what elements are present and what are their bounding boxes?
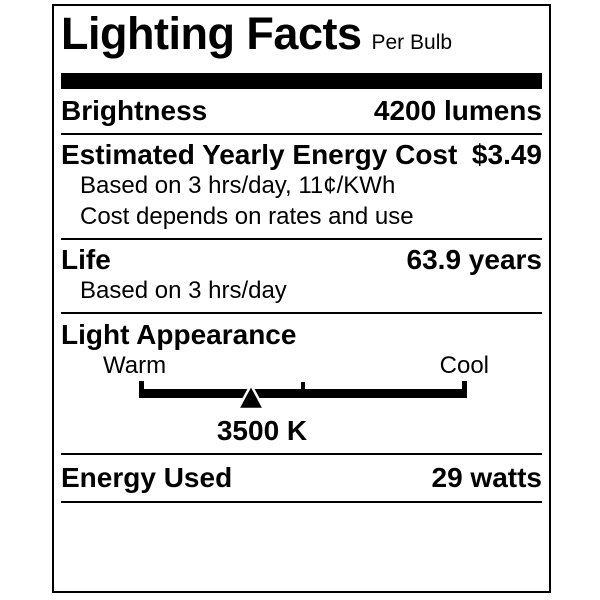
energy-cost-label: Estimated Yearly Energy Cost (61, 139, 458, 170)
warm-label: Warm (103, 352, 167, 379)
lighting-facts-label (52, 4, 551, 593)
color-temperature-scale-graphic (61, 381, 542, 415)
kelvin-value: 3500 K (216, 415, 308, 446)
color-temperature-scale (61, 381, 542, 415)
cool-label: Cool (439, 352, 489, 379)
label-subtitle: Per Bulb (371, 31, 453, 54)
energy-cost-section (61, 135, 542, 240)
brightness-row (61, 89, 542, 135)
light-appearance-label: Light Appearance (61, 319, 297, 350)
life-row (61, 245, 542, 275)
scale-left-end-tick (139, 381, 144, 398)
heavy-divider-bar (61, 73, 542, 89)
scale-middle-tick (301, 382, 305, 398)
energy-used-value: 29 watts (431, 462, 542, 493)
label-header (61, 10, 542, 58)
scale-right-end-tick (462, 381, 467, 398)
energy-cost-note-disclaimer: Cost depends on rates and use (80, 203, 414, 230)
label-title: Lighting Facts (61, 8, 362, 59)
energy-used-row (61, 455, 542, 503)
life-section (61, 240, 542, 314)
brightness-value: 4200 lumens (373, 95, 542, 126)
life-label: Life (61, 244, 111, 275)
energy-used-label: Energy Used (61, 462, 233, 493)
warm-cool-labels (61, 350, 542, 381)
energy-cost-row (61, 140, 542, 170)
kelvin-row (61, 415, 542, 447)
energy-cost-note-basis: Based on 3 hrs/day, 11¢/KWh (80, 172, 396, 199)
brightness-label: Brightness (61, 95, 208, 126)
life-value: 63.9 years (406, 244, 542, 275)
energy-cost-value: $3.49 (471, 139, 542, 170)
life-note-basis: Based on 3 hrs/day (80, 277, 287, 304)
light-appearance-section (61, 314, 542, 455)
